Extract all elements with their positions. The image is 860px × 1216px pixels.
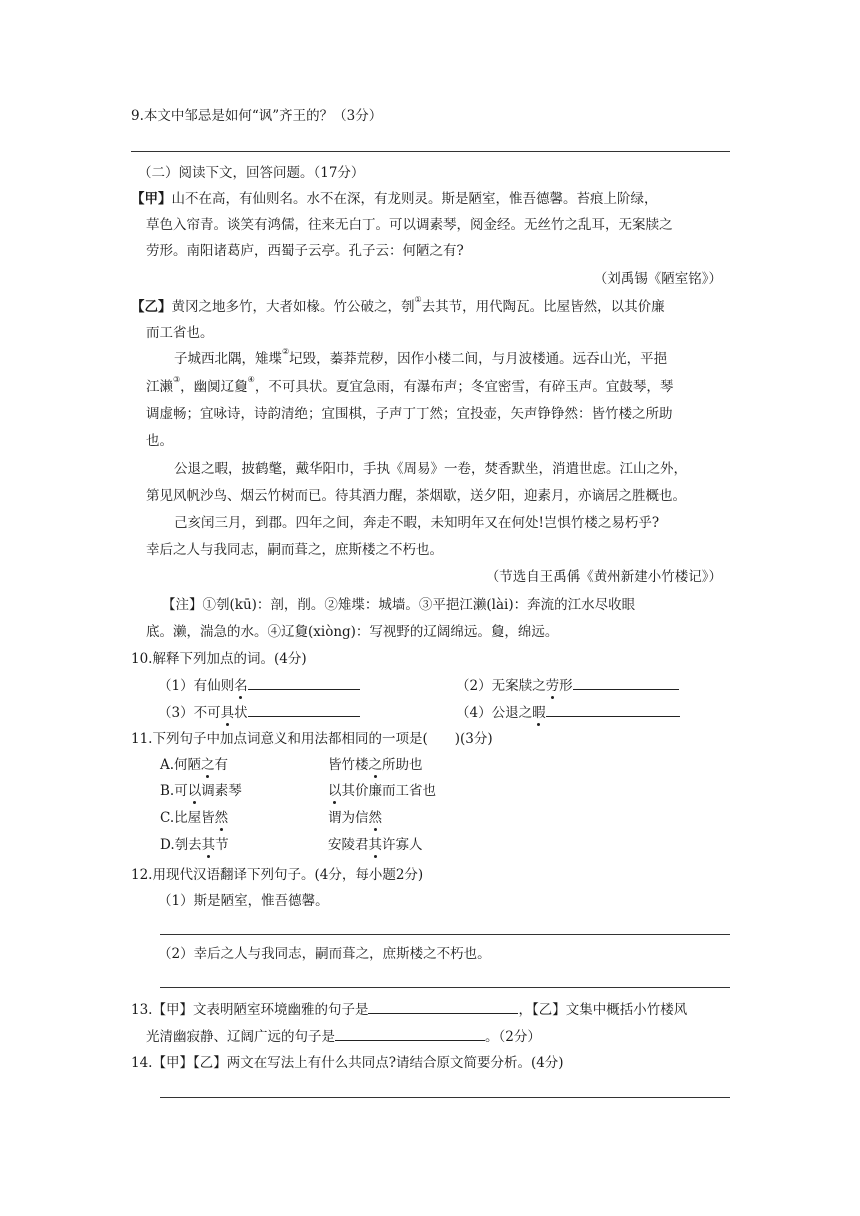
question-12-sentence-2: （2）幸后之人与我同志，嗣而葺之，庶斯楼之不朽也。 [158, 946, 491, 962]
passage-yi-line-1: 【乙】黄冈之地多竹，大者如椽。竹公破之，刳①去其节，用代陶瓦。比屋皆然，以其价廉 [131, 295, 665, 315]
answer-line-12-2[interactable] [160, 987, 730, 988]
option-d-compare: 安陵君其许寡人 [328, 837, 423, 853]
option-c-compare: 谓为信然 [328, 810, 382, 826]
question-9: 9.本文中邹忌是如何“讽”齐王的？（3分） [131, 108, 383, 124]
note-line-1: 【注】①刳(kū)：剖，削。②雉堞：城墙。③平挹江濑(lài)：奔流的江水尽收眼 [162, 597, 636, 613]
passage-jia-line-2: 草色入帘青。谈笑有鸿儒，往来无白丁。可以调素琴，阅金经。无丝竹之乱耳，无案牍之 [146, 217, 673, 233]
passage-yi-line-3: 子城西北隅，雉堞②圮毁，蓁莽荒秽，因作小楼二间，与月波楼通。远吞山光，平挹 [174, 347, 668, 367]
question-11-stem: 11.下列句子中加点词意义和用法都相同的一项是( )(3分) [131, 731, 493, 747]
option-b-compare: 以其价廉而工省也 [328, 783, 436, 799]
answer-blank-10-1[interactable] [248, 675, 360, 690]
answer-blank-13-2[interactable] [335, 1026, 485, 1041]
answer-line-12-1[interactable] [160, 934, 730, 935]
answer-line-q14[interactable] [160, 1097, 730, 1098]
passage-yi-line-10: 幸后之人与我同志，嗣而葺之，庶斯楼之不朽也。 [146, 542, 443, 558]
question-10-item-2: （2）无案牍之劳形 [456, 675, 679, 696]
passage-yi-line-8: 第见风帆沙鸟、烟云竹树而已。待其酒力醒，茶烟歇，送夕阳，迎素月，亦谪居之胜概也。 [146, 488, 686, 504]
passage-yi-line-4: 江濑③，幽阒辽敻④，不可具状。夏宜急雨，有瀑布声；冬宜密雪，有碎玉声。宜鼓琴，琴 [146, 375, 674, 395]
question-12-stem: 12.用现代汉语翻译下列句子。(4分，每小题2分) [131, 867, 424, 883]
passage-yi-line-5: 调虚畅；宜咏诗，诗韵清绝；宜围棋，子声丁丁然；宜投壶，矢声铮铮然：皆竹楼之所助 [146, 406, 673, 422]
answer-blank-10-2[interactable] [573, 675, 679, 690]
answer-blank-10-3[interactable] [248, 702, 360, 717]
note-line-2: 底。濑，湍急的水。④辽敻(xiòng)：写视野的辽阔绵远。敻，绵远。 [146, 624, 559, 640]
passage-jia-line-1: 【甲】山不在高，有仙则名。水不在深，有龙则灵。斯是陋室，惟吾德馨。苔痕上阶绿， [131, 191, 658, 207]
option-d[interactable]: D.刳去其节 [160, 837, 229, 853]
question-14-stem: 14.【甲】【乙】两文在写法上有什么共同点?请结合原文简要分析。(4分) [131, 1055, 564, 1071]
option-a[interactable]: A.何陋之有 [160, 757, 229, 773]
passage-yi-line-2: 而工省也。 [146, 325, 214, 341]
passage-yi-line-7: 公退之暇，披鹤氅，戴华阳巾，手执《周易》一卷，焚香默坐，消遣世虑。江山之外， [174, 461, 687, 477]
question-10-item-3: （3）不可具状 [158, 702, 360, 723]
passage-yi-line-9: 己亥闰三月，到郡。四年之间，奔走不暇，未知明年又在何处!岂惧竹楼之易朽乎? [174, 515, 660, 531]
option-c[interactable]: C.比屋皆然 [160, 810, 229, 826]
question-13-line-2: 光清幽寂静、辽阔广远的句子是 。（2分） [146, 1026, 541, 1047]
question-10-item-1: （1）有仙则名 [158, 675, 360, 696]
option-a-compare: 皆竹楼之所助也 [328, 757, 423, 773]
passage-jia-line-3: 劳形。南阳诸葛庐，西蜀子云亭。孔子云：何陋之有? [146, 243, 464, 259]
section-title: （二）阅读下文，回答问题。（17分） [138, 165, 365, 181]
answer-blank-13-1[interactable] [368, 999, 518, 1014]
passage-jia-tag: 【甲】 [131, 191, 172, 207]
question-12-sentence-1: （1）斯是陋室，惟吾德馨。 [158, 893, 329, 909]
question-13-line-1: 13.【甲】文表明陋室环境幽雅的句子是 ，【乙】文集中概括小竹楼风 [131, 999, 687, 1020]
option-b[interactable]: B.可以调素琴 [160, 783, 242, 799]
question-10-item-4: （4）公退之暇 [456, 702, 680, 723]
passage-yi-line-6: 也。 [146, 433, 173, 449]
passage-yi-source: （节选自王禹偁《黄州新建小竹楼记》） [485, 569, 722, 585]
passage-yi-tag: 【乙】 [131, 299, 172, 315]
answer-line-q9[interactable] [131, 151, 730, 152]
question-10-stem: 10.解释下列加点的词。(4分) [131, 651, 307, 667]
passage-jia-source: （刘禹锡《陋室铭》） [593, 271, 722, 287]
answer-blank-10-4[interactable] [546, 702, 680, 717]
